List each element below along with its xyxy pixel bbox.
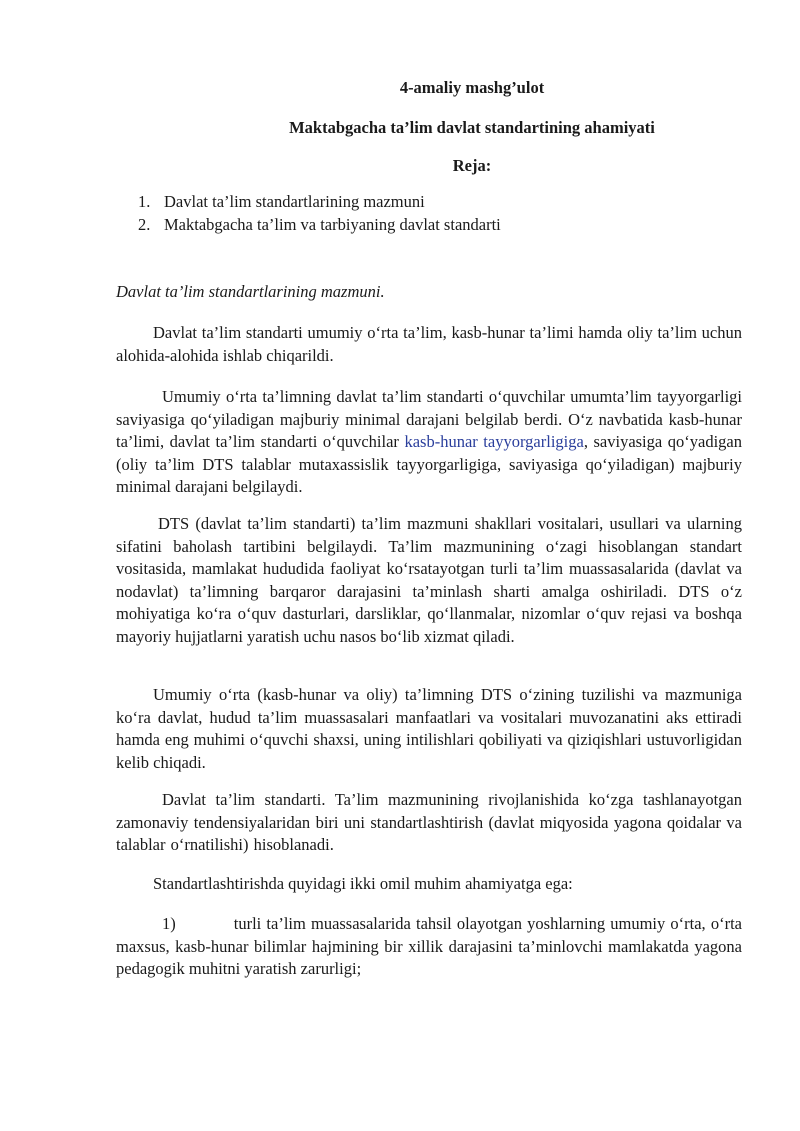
page-subtitle: Maktabgacha ta’lim davlat standartining ahamiyati: [289, 118, 655, 137]
plan-heading: Reja:: [452, 156, 492, 175]
page-title: 4-amaliy mashg’ulot: [399, 78, 545, 97]
section-heading: Davlat ta’lim standartlarining mazmuni.: [116, 282, 385, 301]
plan-item: [138, 190, 501, 213]
list-item-text: turli ta’lim muassasalarida tahsil olayotgan yoshlarning umumiy o‘rta, o‘rta maxsus, kasb-hunar bilimlar hajmining bir xillik darajasini ta’minlovchi mamlakatda yagona pedagogik muhitni yaratish zarurligi;: [116, 914, 742, 979]
paragraph-1: Davlat ta’lim standarti umumiy o‘rta ta’lim, kasb-hunar ta’limi hamda oliy ta’lim uchun alohida-alohida ishlab chiqarildi.: [116, 323, 742, 365]
paragraph-2: [116, 386, 742, 499]
kasb-hunar-link[interactable]: kasb-hunar tayyorgarligiga: [404, 432, 584, 452]
paragraph-2-text-end: , saviyasiga qo‘yadigan (oliy ta’lim DTS talablar mutaxassislik tayyorgarligiga, saviyasiga qo‘yiladigan) majburiy minimal darajani belgilaydi.: [116, 432, 742, 497]
paragraph-3: DTS (davlat ta’lim standarti) ta’lim mazmuni shakllari vositalari, usullari va ularning sifatini baholash tartibini belgilaydi. Ta’lim mazmunining o‘zagi hisoblangan standart vositasida, mamlakat hududida faoliyat ko‘rsatayotgan turli ta’lim muassasalarida (davlat va nodavlat) ta’limning barqaror darajasini ta’minlash sharti amalga oshiriladi. DTS o‘z mohiyatiga ko‘ra o‘quv dasturlari, darsliklar, qo‘llanmalar, nizomlar o‘quv rejasi va boshqa mayoriy hujjatlarni yaratish uchu nasos bo‘lib xizmat qiladi.: [116, 514, 742, 646]
paragraph-5: Davlat ta’lim standarti. Ta’lim mazmunining rivojlanishida ko‘zga tashlanayotgan zamonaviy tendensiyalaridan biri uni standartlashtirish (davlat miqyosida yagona qoidalar va talablar o‘rnatilishi) hisoblanadi.: [116, 790, 742, 855]
plan-list: [138, 190, 501, 236]
plan-item: [138, 213, 501, 236]
plan-item-number: 1.: [138, 192, 151, 211]
plan-item-number: 2.: [138, 215, 151, 234]
plan-item-text: Davlat ta’lim standartlarining mazmuni: [164, 192, 425, 211]
paragraph-6: Standartlashtirishda quyidagi ikki omil muhim ahamiyatga ega:: [153, 874, 573, 893]
paragraph-4: Umumiy o‘rta (kasb-hunar va oliy) ta’limning DTS o‘zining tuzilishi va mazmuniga ko‘ra davlat, hudud ta’lim muassasalari manfaatlari va vositalari muvozanatini aks ettiradi hamda eng muhimi o‘quvchi shaxsi, uning intilishlari qobiliyati va qiziqishlari ustuvorligidan kelib chiqadi.: [116, 685, 742, 772]
plan-item-text: Maktabgacha ta’lim va tarbiyaning davlat standarti: [164, 215, 501, 234]
paragraph-7-list-item: [116, 913, 742, 981]
paragraph-2-text-start: Umumiy o‘rta ta’limning davlat ta’lim standarti o‘quvchilar umumta’lim tayyorgarligi saviyasiga qo‘yiladigan majburiy minimal darajani belgilab berdi. O‘z navbatida kasb-hunar ta’limi, davlat ta’lim standarti o‘quvchilar: [116, 387, 742, 452]
list-item-number: 1): [162, 914, 176, 933]
